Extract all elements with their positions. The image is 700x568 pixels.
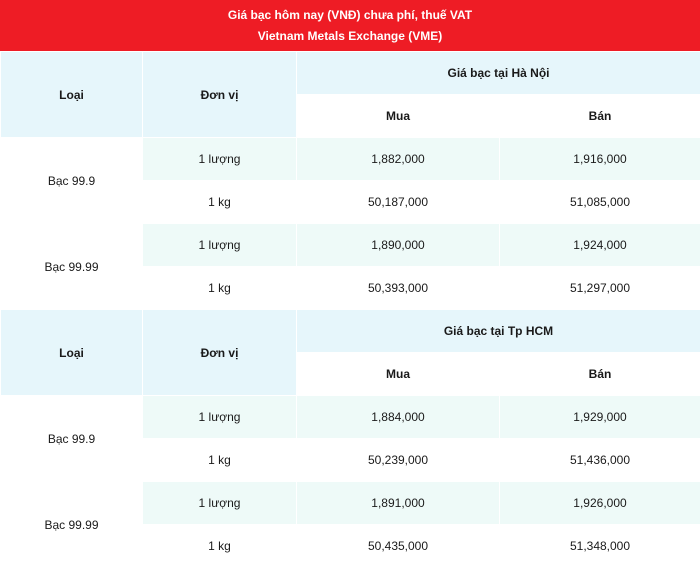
unit-cell: 1 lượng: [143, 482, 297, 525]
header-type: Loại: [1, 52, 143, 138]
unit-cell: 1 kg: [143, 181, 297, 224]
sell-price-cell: 51,436,000: [500, 439, 700, 482]
price-banner: [0, 0, 700, 51]
buy-price-cell: 1,882,000: [297, 138, 500, 181]
sell-price-cell: 1,929,000: [500, 396, 700, 439]
unit-cell: 1 kg: [143, 525, 297, 568]
silver-type-cell: Bạc 99.99: [1, 224, 143, 310]
header-region-hanoi: Giá bạc tại Hà Nội: [297, 52, 700, 95]
header-type: Loại: [1, 310, 143, 396]
buy-price-cell: 50,239,000: [297, 439, 500, 482]
unit-cell: 1 lượng: [143, 396, 297, 439]
sell-price-cell: 1,916,000: [500, 138, 700, 181]
buy-price-cell: 1,890,000: [297, 224, 500, 267]
buy-price-cell: 1,891,000: [297, 482, 500, 525]
unit-cell: 1 lượng: [143, 224, 297, 267]
table-row: [1, 224, 700, 267]
header-buy: Mua: [297, 95, 500, 138]
silver-type-cell: Bạc 99.99: [1, 482, 143, 568]
sell-price-cell: 51,348,000: [500, 525, 700, 568]
table-row: [1, 482, 700, 525]
unit-cell: 1 kg: [143, 439, 297, 482]
header-sell: Bán: [500, 353, 700, 396]
sell-price-cell: 51,085,000: [500, 181, 700, 224]
header-unit: Đơn vị: [143, 52, 297, 138]
header-buy: Mua: [297, 353, 500, 396]
sell-price-cell: 1,926,000: [500, 482, 700, 525]
sell-price-cell: 1,924,000: [500, 224, 700, 267]
silver-price-table: [0, 51, 700, 568]
buy-price-cell: 50,435,000: [297, 525, 500, 568]
banner-title: Giá bạc hôm nay (VNĐ) chưa phí, thuế VAT: [228, 5, 472, 26]
buy-price-cell: 50,393,000: [297, 267, 500, 310]
unit-cell: 1 kg: [143, 267, 297, 310]
header-unit: Đơn vị: [143, 310, 297, 396]
header-region-hcm: Giá bạc tại Tp HCM: [297, 310, 700, 353]
banner-subtitle: Vietnam Metals Exchange (VME): [258, 26, 443, 47]
unit-cell: 1 lượng: [143, 138, 297, 181]
table-row: [1, 396, 700, 439]
silver-type-cell: Bạc 99.9: [1, 138, 143, 224]
sell-price-cell: 51,297,000: [500, 267, 700, 310]
header-sell: Bán: [500, 95, 700, 138]
buy-price-cell: 50,187,000: [297, 181, 500, 224]
buy-price-cell: 1,884,000: [297, 396, 500, 439]
silver-type-cell: Bạc 99.9: [1, 396, 143, 482]
table-row: [1, 138, 700, 181]
